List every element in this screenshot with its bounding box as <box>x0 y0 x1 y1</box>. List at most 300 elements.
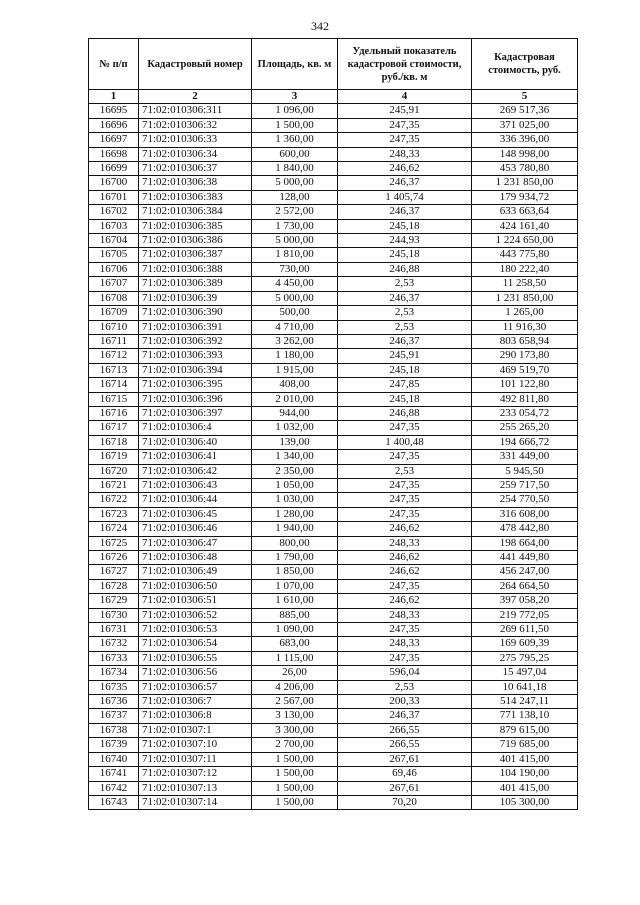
unit-value-cell: 70,20 <box>338 795 472 809</box>
row-number-cell: 16730 <box>89 608 139 622</box>
cadastral-value-cell: 401 415,00 <box>472 781 578 795</box>
unit-value-cell: 247,35 <box>338 478 472 492</box>
table-row <box>89 478 578 492</box>
unit-value-cell: 2,53 <box>338 320 472 334</box>
unit-value-cell: 247,35 <box>338 421 472 435</box>
cadastral-value-cell: 1 231 850,00 <box>472 176 578 190</box>
table-row <box>89 623 578 637</box>
row-number-cell: 16740 <box>89 752 139 766</box>
table-row <box>89 536 578 550</box>
cadastral-value-cell: 290 173,80 <box>472 349 578 363</box>
cadastral-value-cell: 397 058,20 <box>472 594 578 608</box>
table-row <box>89 118 578 132</box>
unit-value-cell: 248,33 <box>338 608 472 622</box>
area-cell: 408,00 <box>252 378 338 392</box>
table-row <box>89 522 578 536</box>
table-row <box>89 133 578 147</box>
table-row <box>89 637 578 651</box>
row-number-cell: 16716 <box>89 406 139 420</box>
area-cell: 1 070,00 <box>252 579 338 593</box>
cadastral-value-cell: 316 608,00 <box>472 507 578 521</box>
area-cell: 5 000,00 <box>252 291 338 305</box>
unit-value-cell: 2,53 <box>338 464 472 478</box>
cadastral-number-cell: 71:02:010306:53 <box>139 623 252 637</box>
cadastral-number-cell: 71:02:010306:311 <box>139 104 252 118</box>
area-cell: 4 206,00 <box>252 680 338 694</box>
unit-value-cell: 267,61 <box>338 781 472 795</box>
row-number-cell: 16725 <box>89 536 139 550</box>
cadastral-value-cell: 269 611,50 <box>472 623 578 637</box>
table-row <box>89 565 578 579</box>
unit-value-cell: 245,91 <box>338 349 472 363</box>
row-number-cell: 16727 <box>89 565 139 579</box>
unit-value-cell: 245,18 <box>338 248 472 262</box>
column-index: 1 <box>89 90 139 104</box>
table-row <box>89 392 578 406</box>
unit-value-cell: 248,33 <box>338 536 472 550</box>
row-number-cell: 16698 <box>89 147 139 161</box>
header-unit-value: Удельный показатель кадастровой стоимости, руб./кв. м <box>338 39 472 90</box>
area-cell: 1 050,00 <box>252 478 338 492</box>
cadastral-number-cell: 71:02:010306:8 <box>139 709 252 723</box>
cadastral-number-cell: 71:02:010306:397 <box>139 406 252 420</box>
cadastral-value-cell: 179 934,72 <box>472 190 578 204</box>
cadastral-value-cell: 11 916,30 <box>472 320 578 334</box>
area-cell: 1 915,00 <box>252 363 338 377</box>
row-number-cell: 16709 <box>89 306 139 320</box>
cadastral-number-cell: 71:02:010306:33 <box>139 133 252 147</box>
cadastral-value-cell: 401 415,00 <box>472 752 578 766</box>
cadastral-value-cell: 469 519,70 <box>472 363 578 377</box>
area-cell: 1 096,00 <box>252 104 338 118</box>
cadastral-number-cell: 71:02:010306:41 <box>139 450 252 464</box>
row-number-cell: 16724 <box>89 522 139 536</box>
cadastral-value-cell: 180 222,40 <box>472 262 578 276</box>
row-number-cell: 16713 <box>89 363 139 377</box>
row-number-cell: 16731 <box>89 623 139 637</box>
unit-value-cell: 69,46 <box>338 767 472 781</box>
table-row <box>89 147 578 161</box>
area-cell: 1 500,00 <box>252 752 338 766</box>
cadastral-value-cell: 371 025,00 <box>472 118 578 132</box>
header-cadastral-value: Кадастровая стоимость, руб. <box>472 39 578 90</box>
area-cell: 944,00 <box>252 406 338 420</box>
cadastral-value-cell: 336 396,00 <box>472 133 578 147</box>
table-row <box>89 234 578 248</box>
area-cell: 4 710,00 <box>252 320 338 334</box>
cadastral-value-cell: 771 138,10 <box>472 709 578 723</box>
table-row <box>89 795 578 809</box>
area-cell: 4 450,00 <box>252 277 338 291</box>
column-index: 5 <box>472 90 578 104</box>
cadastral-number-cell: 71:02:010306:390 <box>139 306 252 320</box>
cadastral-value-cell: 456 247,00 <box>472 565 578 579</box>
table-row <box>89 594 578 608</box>
cadastral-number-cell: 71:02:010306:54 <box>139 637 252 651</box>
row-number-cell: 16712 <box>89 349 139 363</box>
cadastral-value-cell: 264 664,50 <box>472 579 578 593</box>
cadastral-value-cell: 492 811,80 <box>472 392 578 406</box>
area-cell: 1 180,00 <box>252 349 338 363</box>
cadastral-value-cell: 1 265,00 <box>472 306 578 320</box>
table-row <box>89 219 578 233</box>
table-row <box>89 709 578 723</box>
row-number-cell: 16720 <box>89 464 139 478</box>
unit-value-cell: 596,04 <box>338 666 472 680</box>
cadastral-number-cell: 71:02:010306:395 <box>139 378 252 392</box>
cadastral-value-cell: 803 658,94 <box>472 334 578 348</box>
row-number-cell: 16710 <box>89 320 139 334</box>
unit-value-cell: 247,35 <box>338 450 472 464</box>
column-index-row <box>89 90 578 104</box>
unit-value-cell: 246,62 <box>338 522 472 536</box>
cadastral-number-cell: 71:02:010307:13 <box>139 781 252 795</box>
cadastral-value-cell: 219 772,05 <box>472 608 578 622</box>
row-number-cell: 16702 <box>89 205 139 219</box>
cadastral-value-cell: 105 300,00 <box>472 795 578 809</box>
cadastral-value-cell: 453 780,80 <box>472 162 578 176</box>
area-cell: 1 030,00 <box>252 493 338 507</box>
row-number-cell: 16701 <box>89 190 139 204</box>
row-number-cell: 16735 <box>89 680 139 694</box>
unit-value-cell: 246,62 <box>338 565 472 579</box>
table-row <box>89 579 578 593</box>
table-row <box>89 608 578 622</box>
cadastral-value-cell: 148 998,00 <box>472 147 578 161</box>
cadastral-value-cell: 269 517,36 <box>472 104 578 118</box>
cadastral-number-cell: 71:02:010306:38 <box>139 176 252 190</box>
table-row <box>89 464 578 478</box>
row-number-cell: 16741 <box>89 767 139 781</box>
table-row <box>89 162 578 176</box>
cadastral-number-cell: 71:02:010306:396 <box>139 392 252 406</box>
area-cell: 1 360,00 <box>252 133 338 147</box>
cadastral-number-cell: 71:02:010307:11 <box>139 752 252 766</box>
unit-value-cell: 246,88 <box>338 406 472 420</box>
unit-value-cell: 246,37 <box>338 205 472 219</box>
cadastral-number-cell: 71:02:010306:49 <box>139 565 252 579</box>
unit-value-cell: 247,85 <box>338 378 472 392</box>
unit-value-cell: 267,61 <box>338 752 472 766</box>
unit-value-cell: 247,35 <box>338 623 472 637</box>
area-cell: 3 300,00 <box>252 723 338 737</box>
unit-value-cell: 2,53 <box>338 306 472 320</box>
row-number-cell: 16696 <box>89 118 139 132</box>
cadastral-number-cell: 71:02:010307:14 <box>139 795 252 809</box>
cadastral-value-cell: 11 258,50 <box>472 277 578 291</box>
area-cell: 2 010,00 <box>252 392 338 406</box>
cadastral-number-cell: 71:02:010306:384 <box>139 205 252 219</box>
cadastral-value-cell: 255 265,20 <box>472 421 578 435</box>
row-number-cell: 16732 <box>89 637 139 651</box>
unit-value-cell: 244,93 <box>338 234 472 248</box>
cadastral-number-cell: 71:02:010306:389 <box>139 277 252 291</box>
row-number-cell: 16728 <box>89 579 139 593</box>
cadastral-value-cell: 101 122,80 <box>472 378 578 392</box>
row-number-cell: 16723 <box>89 507 139 521</box>
area-cell: 5 000,00 <box>252 176 338 190</box>
area-cell: 1 500,00 <box>252 795 338 809</box>
cadastral-number-cell: 71:02:010306:4 <box>139 421 252 435</box>
unit-value-cell: 247,35 <box>338 118 472 132</box>
unit-value-cell: 246,37 <box>338 334 472 348</box>
cadastral-value-cell: 169 609,39 <box>472 637 578 651</box>
area-cell: 1 500,00 <box>252 781 338 795</box>
area-cell: 600,00 <box>252 147 338 161</box>
cadastral-number-cell: 71:02:010306:383 <box>139 190 252 204</box>
row-number-cell: 16722 <box>89 493 139 507</box>
row-number-cell: 16726 <box>89 551 139 565</box>
cadastral-number-cell: 71:02:010307:12 <box>139 767 252 781</box>
cadastral-table <box>88 38 578 810</box>
area-cell: 1 850,00 <box>252 565 338 579</box>
table-row <box>89 291 578 305</box>
table-row <box>89 450 578 464</box>
cadastral-number-cell: 71:02:010306:386 <box>139 234 252 248</box>
cadastral-value-cell: 10 641,18 <box>472 680 578 694</box>
cadastral-number-cell: 71:02:010306:55 <box>139 651 252 665</box>
table-row <box>89 363 578 377</box>
row-number-cell: 16703 <box>89 219 139 233</box>
area-cell: 26,00 <box>252 666 338 680</box>
cadastral-number-cell: 71:02:010306:393 <box>139 349 252 363</box>
unit-value-cell: 200,33 <box>338 695 472 709</box>
row-number-cell: 16708 <box>89 291 139 305</box>
cadastral-value-cell: 233 054,72 <box>472 406 578 420</box>
table-row <box>89 277 578 291</box>
area-cell: 1 115,00 <box>252 651 338 665</box>
cadastral-value-cell: 443 775,80 <box>472 248 578 262</box>
unit-value-cell: 2,53 <box>338 680 472 694</box>
unit-value-cell: 247,35 <box>338 651 472 665</box>
area-cell: 1 730,00 <box>252 219 338 233</box>
area-cell: 683,00 <box>252 637 338 651</box>
unit-value-cell: 246,62 <box>338 162 472 176</box>
row-number-cell: 16743 <box>89 795 139 809</box>
unit-value-cell: 248,33 <box>338 147 472 161</box>
area-cell: 730,00 <box>252 262 338 276</box>
unit-value-cell: 246,88 <box>338 262 472 276</box>
area-cell: 1 280,00 <box>252 507 338 521</box>
table-row <box>89 349 578 363</box>
area-cell: 885,00 <box>252 608 338 622</box>
row-number-cell: 16719 <box>89 450 139 464</box>
table-row <box>89 421 578 435</box>
area-cell: 1 610,00 <box>252 594 338 608</box>
unit-value-cell: 246,37 <box>338 291 472 305</box>
cadastral-value-cell: 259 717,50 <box>472 478 578 492</box>
table-row <box>89 248 578 262</box>
table-row <box>89 651 578 665</box>
cadastral-value-cell: 15 497,04 <box>472 666 578 680</box>
cadastral-number-cell: 71:02:010307:10 <box>139 738 252 752</box>
row-number-cell: 16707 <box>89 277 139 291</box>
row-number-cell: 16734 <box>89 666 139 680</box>
unit-value-cell: 245,18 <box>338 363 472 377</box>
unit-value-cell: 245,18 <box>338 392 472 406</box>
unit-value-cell: 1 400,48 <box>338 435 472 449</box>
row-number-cell: 16717 <box>89 421 139 435</box>
cadastral-value-cell: 879 615,00 <box>472 723 578 737</box>
area-cell: 1 810,00 <box>252 248 338 262</box>
row-number-cell: 16714 <box>89 378 139 392</box>
header-row <box>89 39 578 90</box>
cadastral-number-cell: 71:02:010306:51 <box>139 594 252 608</box>
cadastral-value-cell: 331 449,00 <box>472 450 578 464</box>
area-cell: 1 500,00 <box>252 767 338 781</box>
cadastral-value-cell: 1 231 850,00 <box>472 291 578 305</box>
table-row <box>89 306 578 320</box>
cadastral-number-cell: 71:02:010306:44 <box>139 493 252 507</box>
area-cell: 800,00 <box>252 536 338 550</box>
row-number-cell: 16706 <box>89 262 139 276</box>
row-number-cell: 16738 <box>89 723 139 737</box>
area-cell: 128,00 <box>252 190 338 204</box>
cadastral-number-cell: 71:02:010306:57 <box>139 680 252 694</box>
cadastral-number-cell: 71:02:010306:394 <box>139 363 252 377</box>
row-number-cell: 16737 <box>89 709 139 723</box>
cadastral-value-cell: 478 442,80 <box>472 522 578 536</box>
cadastral-number-cell: 71:02:010306:387 <box>139 248 252 262</box>
table-row <box>89 406 578 420</box>
table-row <box>89 752 578 766</box>
row-number-cell: 16721 <box>89 478 139 492</box>
area-cell: 1 840,00 <box>252 162 338 176</box>
area-cell: 1 090,00 <box>252 623 338 637</box>
row-number-cell: 16729 <box>89 594 139 608</box>
table-row <box>89 507 578 521</box>
cadastral-number-cell: 71:02:010306:34 <box>139 147 252 161</box>
header-number: № п/п <box>89 39 139 90</box>
cadastral-value-cell: 719 685,00 <box>472 738 578 752</box>
unit-value-cell: 245,18 <box>338 219 472 233</box>
unit-value-cell: 247,35 <box>338 133 472 147</box>
header-cadastral-number: Кадастровый номер <box>139 39 252 90</box>
table-row <box>89 551 578 565</box>
column-index: 2 <box>139 90 252 104</box>
table-row <box>89 378 578 392</box>
unit-value-cell: 247,35 <box>338 579 472 593</box>
cadastral-value-cell: 198 664,00 <box>472 536 578 550</box>
cadastral-value-cell: 275 795,25 <box>472 651 578 665</box>
row-number-cell: 16715 <box>89 392 139 406</box>
table-row <box>89 190 578 204</box>
cadastral-number-cell: 71:02:010306:388 <box>139 262 252 276</box>
table-row <box>89 493 578 507</box>
row-number-cell: 16697 <box>89 133 139 147</box>
area-cell: 1 500,00 <box>252 118 338 132</box>
area-cell: 1 940,00 <box>252 522 338 536</box>
cadastral-value-cell: 5 945,50 <box>472 464 578 478</box>
area-cell: 1 340,00 <box>252 450 338 464</box>
cadastral-value-cell: 254 770,50 <box>472 493 578 507</box>
cadastral-value-cell: 441 449,80 <box>472 551 578 565</box>
row-number-cell: 16705 <box>89 248 139 262</box>
unit-value-cell: 266,55 <box>338 738 472 752</box>
row-number-cell: 16718 <box>89 435 139 449</box>
unit-value-cell: 266,55 <box>338 723 472 737</box>
cadastral-number-cell: 71:02:010306:391 <box>139 320 252 334</box>
cadastral-number-cell: 71:02:010306:45 <box>139 507 252 521</box>
cadastral-number-cell: 71:02:010306:392 <box>139 334 252 348</box>
cadastral-number-cell: 71:02:010306:56 <box>139 666 252 680</box>
cadastral-number-cell: 71:02:010306:7 <box>139 695 252 709</box>
table-row <box>89 723 578 737</box>
cadastral-number-cell: 71:02:010306:43 <box>139 478 252 492</box>
cadastral-value-cell: 424 161,40 <box>472 219 578 233</box>
area-cell: 1 032,00 <box>252 421 338 435</box>
area-cell: 2 572,00 <box>252 205 338 219</box>
cadastral-value-cell: 104 190,00 <box>472 767 578 781</box>
row-number-cell: 16704 <box>89 234 139 248</box>
unit-value-cell: 246,37 <box>338 709 472 723</box>
cadastral-value-cell: 194 666,72 <box>472 435 578 449</box>
cadastral-value-cell: 1 224 650,00 <box>472 234 578 248</box>
area-cell: 2 567,00 <box>252 695 338 709</box>
table-row <box>89 435 578 449</box>
cadastral-number-cell: 71:02:010306:48 <box>139 551 252 565</box>
cadastral-number-cell: 71:02:010306:37 <box>139 162 252 176</box>
cadastral-value-cell: 633 663,64 <box>472 205 578 219</box>
cadastral-number-cell: 71:02:010306:385 <box>139 219 252 233</box>
row-number-cell: 16700 <box>89 176 139 190</box>
unit-value-cell: 246,37 <box>338 176 472 190</box>
row-number-cell: 16695 <box>89 104 139 118</box>
cadastral-number-cell: 71:02:010306:52 <box>139 608 252 622</box>
page-number: 342 <box>311 19 329 33</box>
area-cell: 500,00 <box>252 306 338 320</box>
area-cell: 2 700,00 <box>252 738 338 752</box>
table-row <box>89 262 578 276</box>
area-cell: 5 000,00 <box>252 234 338 248</box>
unit-value-cell: 1 405,74 <box>338 190 472 204</box>
table-row <box>89 680 578 694</box>
column-index: 4 <box>338 90 472 104</box>
unit-value-cell: 246,62 <box>338 551 472 565</box>
area-cell: 139,00 <box>252 435 338 449</box>
row-number-cell: 16736 <box>89 695 139 709</box>
table-row <box>89 176 578 190</box>
unit-value-cell: 245,91 <box>338 104 472 118</box>
unit-value-cell: 248,33 <box>338 637 472 651</box>
table-row <box>89 666 578 680</box>
table-row <box>89 738 578 752</box>
table-row <box>89 205 578 219</box>
cadastral-number-cell: 71:02:010307:1 <box>139 723 252 737</box>
area-cell: 3 262,00 <box>252 334 338 348</box>
cadastral-number-cell: 71:02:010306:40 <box>139 435 252 449</box>
cadastral-number-cell: 71:02:010306:39 <box>139 291 252 305</box>
table-row <box>89 695 578 709</box>
row-number-cell: 16711 <box>89 334 139 348</box>
table-row <box>89 781 578 795</box>
area-cell: 3 130,00 <box>252 709 338 723</box>
row-number-cell: 16742 <box>89 781 139 795</box>
table-row <box>89 104 578 118</box>
unit-value-cell: 246,62 <box>338 594 472 608</box>
row-number-cell: 16699 <box>89 162 139 176</box>
cadastral-value-cell: 514 247,11 <box>472 695 578 709</box>
unit-value-cell: 247,35 <box>338 507 472 521</box>
cadastral-number-cell: 71:02:010306:32 <box>139 118 252 132</box>
cadastral-number-cell: 71:02:010306:47 <box>139 536 252 550</box>
row-number-cell: 16739 <box>89 738 139 752</box>
table-row <box>89 320 578 334</box>
table-row <box>89 767 578 781</box>
cadastral-number-cell: 71:02:010306:42 <box>139 464 252 478</box>
unit-value-cell: 247,35 <box>338 493 472 507</box>
table-row <box>89 334 578 348</box>
